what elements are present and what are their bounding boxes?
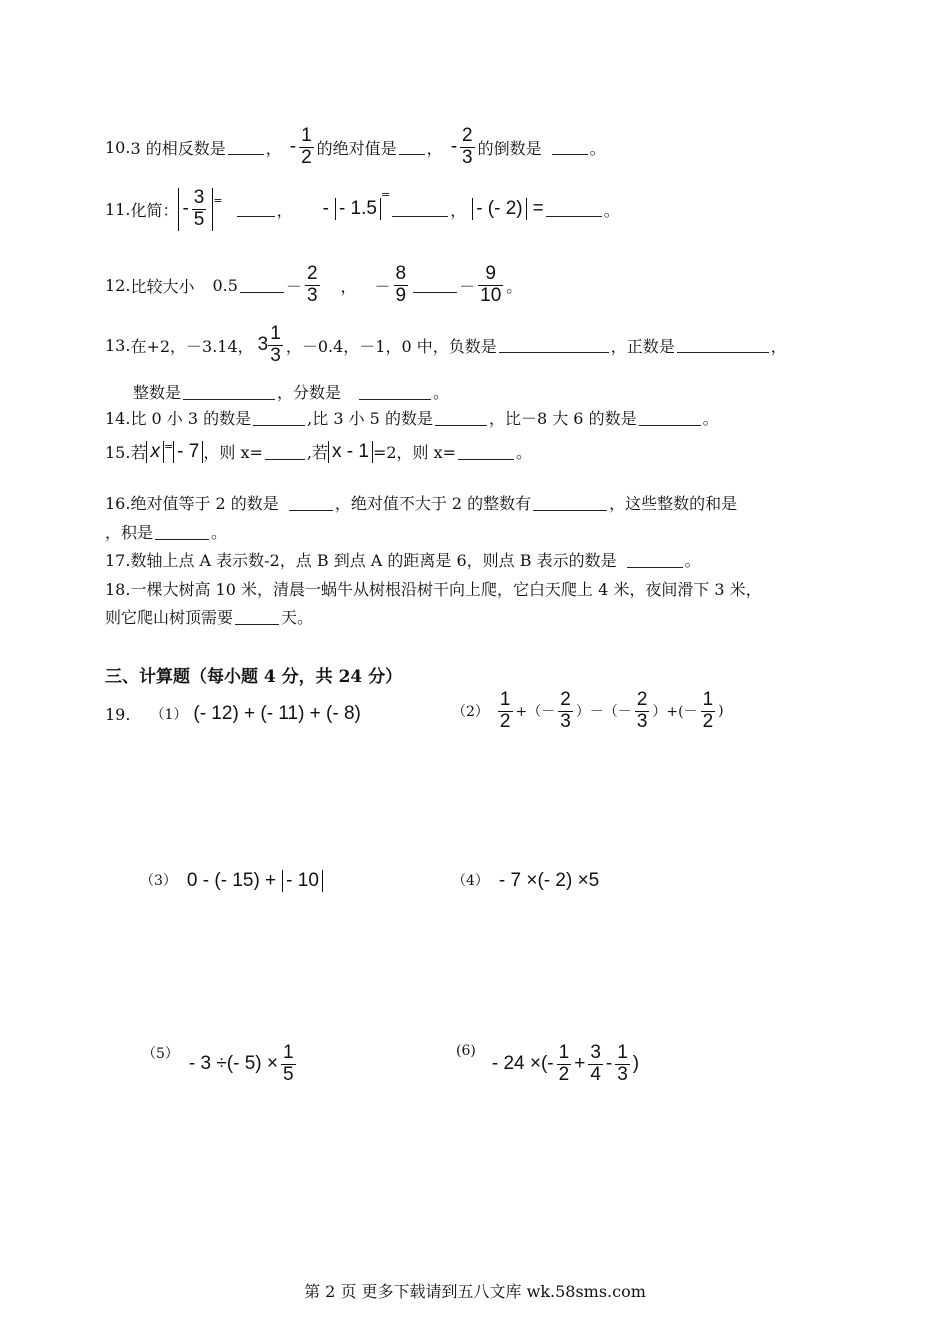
calc-4: （4） - 7 ×(- 2) ×5 bbox=[452, 870, 600, 891]
absolute-value: - (- 2) bbox=[472, 198, 526, 220]
fraction: $\frac{1}{2}$ bbox=[499, 689, 511, 732]
answer-blank[interactable] bbox=[499, 351, 609, 353]
answer-blank[interactable] bbox=[228, 153, 264, 155]
question-17: 17.数轴上点 A 表示数-2，点 B 到点 A 的距离是 6，则点 B 表示的数是 。 bbox=[105, 551, 701, 570]
fraction: $\frac{1}{3}$ bbox=[617, 1042, 628, 1085]
answer-blank[interactable] bbox=[639, 424, 701, 426]
calc-1: 19. （1） (- 12) + (- 11) + (- 8) bbox=[105, 703, 361, 724]
answer-blank[interactable] bbox=[265, 458, 305, 460]
question-10: 10. 3 的相反数是 ， - $\frac{1}{2}$ 的绝对值是 ， - $\frac{2}{3}$ 的倒数是 。 bbox=[105, 125, 606, 168]
fraction: $\frac{3}{5}$ bbox=[193, 187, 205, 230]
calc-5: （5） - 3 ÷(- 5) × $\frac{1}{5}$ bbox=[142, 1042, 294, 1085]
question-14: 14.比 0 小 3 的数是 ,比 3 小 5 的数是 ，比－8 大 6 的数是 。 bbox=[105, 409, 719, 428]
answer-blank[interactable] bbox=[237, 215, 275, 217]
fraction: $\frac{9}{10}$ bbox=[480, 263, 502, 306]
answer-blank[interactable] bbox=[183, 398, 275, 400]
fraction: $\frac{2}{3}$ bbox=[636, 689, 648, 732]
fraction: $\frac{2}{3}$ bbox=[560, 689, 571, 732]
answer-blank[interactable] bbox=[627, 566, 683, 568]
absolute-value: - 7 bbox=[173, 441, 203, 463]
absolute-value: - 1.5 bbox=[335, 198, 381, 220]
answer-blank[interactable] bbox=[392, 215, 448, 217]
absolute-value: - $\frac{3}{5}$ bbox=[178, 188, 213, 231]
fraction: $\frac{2}{3}$ bbox=[306, 263, 318, 306]
question-12: 12. 比较大小 0.5 － $\frac{2}{3}$ ， － $\frac{8}{9}$ － $\frac{9}{10}$ 。 bbox=[105, 263, 523, 306]
question-18: 18.一棵大树高 10 米，清晨一蜗牛从树根沿树干向上爬，它白天爬上 4 米，夜间滑下 3 米， bbox=[105, 580, 762, 599]
question-16: 16.绝对值等于 2 的数是 ，绝对值不大于 2 的整数有 ，这些整数的和是 bbox=[105, 494, 738, 513]
answer-blank[interactable] bbox=[359, 398, 431, 400]
fraction: $\frac{3}{4}$ bbox=[590, 1042, 601, 1085]
question-13: 13. 在+2，－3.14， 3 $\frac{1}{3}$ ，－0.4，－1，0 中，负数是 ，正数是 ， bbox=[105, 323, 787, 366]
answer-blank[interactable] bbox=[399, 153, 425, 155]
answer-blank[interactable] bbox=[253, 424, 305, 426]
calc-3: （3） 0 - (- 15) + - 10 bbox=[140, 870, 323, 892]
fraction: $\frac{1}{2}$ bbox=[301, 125, 312, 168]
answer-blank[interactable] bbox=[155, 538, 209, 540]
fraction: $\frac{1}{2}$ bbox=[558, 1042, 570, 1085]
fraction: $\frac{1}{5}$ bbox=[283, 1042, 294, 1085]
page-footer: 第 2 页 更多下载请到五八文库 wk.58sms.com bbox=[304, 1282, 646, 1301]
fraction: $\frac{8}{9}$ bbox=[395, 263, 407, 306]
fraction: $\frac{1}{2}$ bbox=[702, 689, 714, 732]
answer-blank[interactable] bbox=[435, 424, 487, 426]
fraction: $\frac{2}{3}$ bbox=[462, 125, 473, 168]
answer-blank[interactable] bbox=[533, 509, 607, 511]
answer-blank[interactable] bbox=[413, 291, 457, 293]
answer-blank[interactable] bbox=[235, 623, 279, 625]
calc-2: （2） $\frac{1}{2}$ +（－ $\frac{2}{3}$ ）－（－ $\frac{2}{3}$ ）+(－ $\frac{1}{2}$ ) bbox=[452, 689, 724, 732]
section-heading: 三、计算题（每小题 4 分，共 24 分） bbox=[105, 667, 403, 687]
question-15: 15.若 x = - 7 ，则 x= ,若 x - 1 =2，则 x= 。 bbox=[105, 440, 533, 462]
answer-blank[interactable] bbox=[458, 458, 514, 460]
question-18-line2: 则它爬山树顶需要 天。 bbox=[105, 608, 314, 627]
question-11: 11. 化简： - $\frac{3}{5}$ = ， - - 1.5 = ， - (- 2) = 。 bbox=[105, 187, 620, 230]
answer-blank[interactable] bbox=[240, 291, 284, 293]
calc-6: (6) - 24 ×(- $\frac{1}{2}$ + $\frac{3}{4}$ - $\frac{1}{3}$ ) bbox=[456, 1042, 640, 1085]
fraction: $\frac{1}{3}$ bbox=[270, 323, 281, 366]
question-13-line2: 整数是 ，分数是 。 bbox=[133, 383, 450, 402]
absolute-value: x - 1 bbox=[328, 441, 373, 463]
answer-blank[interactable] bbox=[677, 351, 769, 353]
absolute-value: x bbox=[146, 441, 164, 463]
answer-blank[interactable] bbox=[289, 509, 333, 511]
absolute-value: - 10 bbox=[282, 870, 323, 892]
question-16-line2: ，积是 。 bbox=[105, 523, 228, 542]
answer-blank[interactable] bbox=[552, 153, 588, 155]
answer-blank[interactable] bbox=[546, 215, 602, 217]
